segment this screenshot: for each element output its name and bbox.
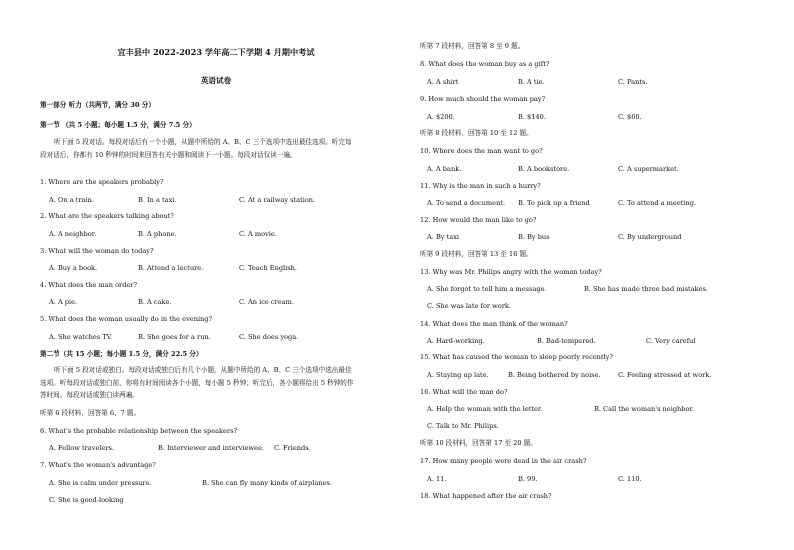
material-9-heading: 听第 9 段材料，回答第 13 至 16 题。 bbox=[420, 250, 533, 258]
question-9: 9. How much should the woman pay? bbox=[420, 95, 546, 103]
q13-option-c: C. She was late for work. bbox=[427, 302, 512, 310]
q6-option-b: B. Interviewer and interviewee. bbox=[158, 444, 264, 452]
question-3: 3. What will the woman do today? bbox=[40, 247, 154, 255]
q8-option-c: C. Pants. bbox=[618, 78, 648, 86]
q9-option-c: C. $60. bbox=[618, 113, 642, 121]
q13-option-a: A. She forgot to tell him a message. bbox=[427, 285, 547, 293]
q4-option-c: C. An ice cream. bbox=[239, 298, 294, 306]
q9-option-b: B. $140. bbox=[518, 113, 546, 121]
question-10: 10. Where does the man want to go? bbox=[420, 147, 543, 155]
q2-option-b: B. A phone. bbox=[138, 230, 177, 238]
q1-option-b: B. In a taxi. bbox=[138, 196, 177, 204]
material-10-heading: 听第 10 段材料，回答第 17 至 20 题。 bbox=[420, 439, 537, 447]
question-16: 16. What will the man do? bbox=[420, 388, 508, 396]
q15-option-b: B. Being bothered by noise. bbox=[508, 371, 601, 379]
q2-option-c: C. A movie. bbox=[239, 230, 277, 238]
q14-option-c: C. Very careful bbox=[646, 337, 696, 345]
material-7-heading: 听第 7 段材料，回答第 8 至 9 题。 bbox=[420, 42, 525, 50]
question-5: 5. What does the woman usually do in the evening? bbox=[40, 315, 213, 323]
section2-heading: 第二节（共 15 小题；每小题 1.5 分，满分 22.5 分） bbox=[40, 350, 203, 358]
q15-option-c: C. Feeling stressed at work. bbox=[618, 371, 712, 379]
q3-option-b: B. Attend a lecture. bbox=[138, 264, 204, 272]
question-4: 4. What does the man order? bbox=[40, 281, 138, 289]
q16-option-c: C. Talk to Mr. Philips. bbox=[427, 422, 499, 430]
q8-option-b: B. A tie. bbox=[518, 78, 545, 86]
question-14: 14. What does the man think of the woman? bbox=[420, 320, 568, 328]
question-17: 17. How many people were dead in the air crash? bbox=[420, 457, 587, 465]
question-11: 11. Why is the man in such a hurry? bbox=[420, 182, 541, 190]
q16-option-b: B. Call the woman's neighbor. bbox=[594, 405, 694, 413]
q8-option-a: A. A shirt bbox=[427, 78, 459, 86]
section1-instructions: 听下面 5 段对话。每段对话后有一个小题，从题中所给的 A、B、C 三个选项中选出最佳选项。听完每段对话后，你都有 10 秒钟的时间来回答有关小题和阅读下一小题。每段对话仅读一遍。 bbox=[40, 138, 352, 159]
q12-option-c: C. By underground bbox=[618, 233, 682, 241]
material-8-heading: 听第 8 段材料，回答第 10 至 12 题。 bbox=[420, 129, 533, 137]
q9-option-a: A. $200. bbox=[427, 113, 455, 121]
q4-option-b: B. A cake. bbox=[138, 298, 172, 306]
q13-option-b: B. She has made three bad mistakes. bbox=[584, 285, 708, 293]
question-6: 6. What's the probable relationship between the speakers? bbox=[40, 427, 237, 435]
q17-option-b: B. 99. bbox=[518, 475, 538, 483]
material-6-heading: 听第 6 段材料，回答第 6、7 题。 bbox=[40, 409, 141, 417]
q16-option-a: A. Help the woman with the letter. bbox=[427, 405, 543, 413]
q11-option-a: A. To send a document. bbox=[427, 199, 506, 207]
question-8: 8. What does the woman buy as a gift? bbox=[420, 60, 550, 68]
question-12: 12. How would the man like to go? bbox=[420, 216, 537, 224]
question-2: 2. What are the speakers talking about? bbox=[40, 212, 174, 220]
q5-option-c: C. She does yoga. bbox=[239, 333, 299, 341]
q15-option-a: A. Staying up late. bbox=[427, 371, 489, 379]
section1-heading: 第一节 （共 5 小题；每小题 1.5 分，满分 7.5 分） bbox=[40, 121, 196, 129]
section2-instructions: 听下面 5 段对话或独白。每段对话或独白后有几个小题，从题中所给的 A、B、C 三个选项中选出最佳选项。听每段对话或独白前，你将有时间阅读各个小题，每小题 5 秒钟；听完后，各小题将给出 5 秒钟的作答时间。每段对话或独白读两遍。 bbox=[40, 366, 354, 399]
q2-option-a: A. A neighbor. bbox=[49, 230, 97, 238]
q4-option-a: A. A pie. bbox=[49, 298, 78, 306]
q6-option-a: A. Fellow travelers. bbox=[49, 444, 115, 452]
q3-option-c: C. Teach English. bbox=[239, 264, 297, 272]
question-15: 15. What has caused the woman to sleep poorly recently? bbox=[420, 353, 613, 361]
question-18: 18. What happened after the air crash? bbox=[420, 492, 552, 500]
q12-option-b: B. By bus bbox=[518, 233, 550, 241]
q7-option-c: C. She is good-looking bbox=[49, 496, 124, 504]
q3-option-a: A. Buy a book. bbox=[49, 264, 98, 272]
q1-option-a: A. On a train. bbox=[49, 196, 94, 204]
part1-heading: 第一部分 听力（共两节，满分 30 分） bbox=[40, 101, 155, 109]
q11-option-b: B. To pick up a friend bbox=[518, 199, 590, 207]
q12-option-a: A. By taxi bbox=[427, 233, 460, 241]
exam-title: 宜丰县中 2022-2023 学年高二下学期 4 月期中考试 bbox=[117, 47, 315, 57]
exam-subtitle: 英语试卷 bbox=[200, 76, 232, 85]
q10-option-b: B. A bookstore. bbox=[518, 165, 570, 173]
q14-option-a: A. Hard-working. bbox=[427, 337, 485, 345]
question-13: 13. Why was Mr. Philips angry with the woman today? bbox=[420, 268, 602, 276]
question-7: 7. What's the woman's advantage? bbox=[40, 461, 156, 469]
q10-option-a: A. A bank. bbox=[427, 165, 462, 173]
q11-option-c: C. To attend a meeting. bbox=[618, 199, 697, 207]
q14-option-b: B. Bad-tempered. bbox=[537, 337, 596, 345]
q17-option-c: C. 110. bbox=[618, 475, 642, 483]
q5-option-a: A. She watches TV. bbox=[49, 333, 113, 341]
q7-option-a: A. She is calm under pressure. bbox=[49, 479, 152, 487]
q5-option-b: B. She goes for a run. bbox=[138, 333, 211, 341]
q7-option-b: B. She can fly many kinds of airplanes. bbox=[202, 479, 332, 487]
question-1: 1. Where are the speakers probably? bbox=[40, 178, 164, 186]
q17-option-a: A. 11. bbox=[427, 475, 447, 483]
q10-option-c: C. A supermarket. bbox=[618, 165, 679, 173]
q1-option-c: C. At a railway station. bbox=[239, 196, 316, 204]
q6-option-c: C. Friends. bbox=[274, 444, 311, 452]
